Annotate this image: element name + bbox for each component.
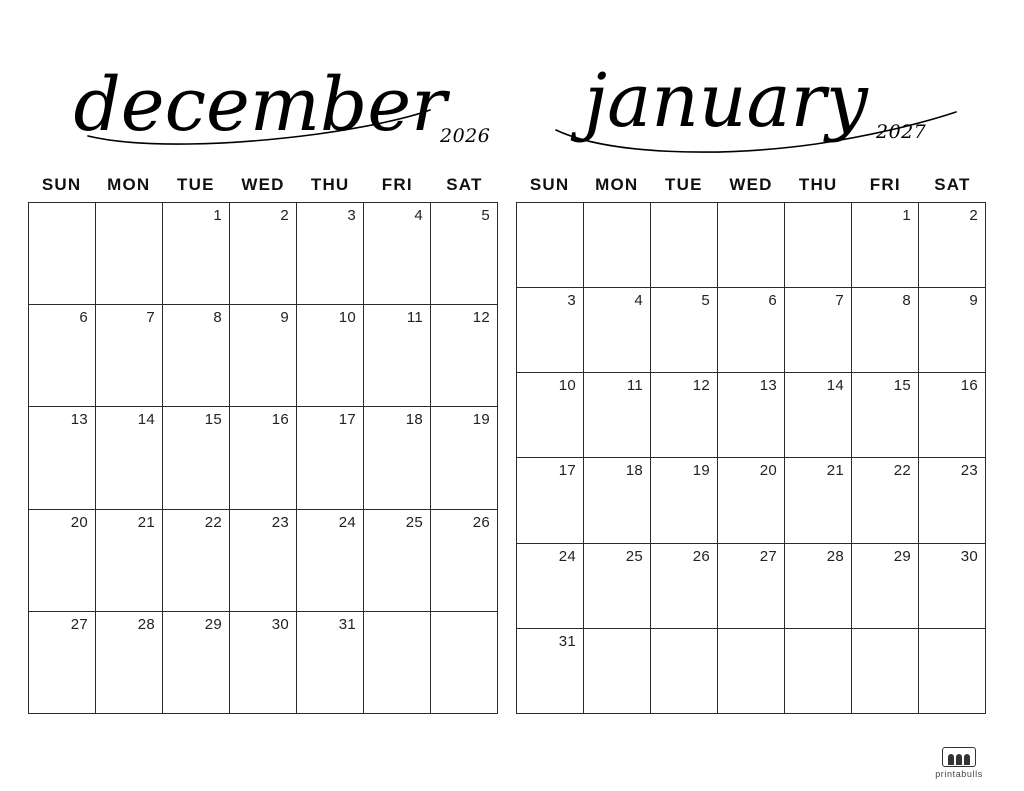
day-number: 21 (137, 513, 155, 531)
day-cell[interactable] (431, 612, 498, 714)
day-cell[interactable] (517, 288, 584, 373)
day-cell[interactable] (919, 373, 986, 458)
day-number: 20 (759, 462, 777, 480)
day-cell[interactable] (297, 305, 364, 407)
day-number: 6 (768, 292, 777, 310)
day-cell[interactable] (29, 407, 96, 509)
day-cell[interactable] (431, 305, 498, 407)
day-cell[interactable] (431, 510, 498, 612)
day-number: 9 (280, 309, 289, 327)
day-cell[interactable] (718, 458, 785, 543)
day-cell[interactable] (29, 510, 96, 612)
day-cell[interactable] (651, 458, 718, 543)
day-cell[interactable] (364, 510, 431, 612)
day-number: 5 (481, 207, 490, 224)
weekday-tue: TUE (665, 175, 703, 194)
day-cell[interactable] (163, 612, 230, 714)
day-cell[interactable] (651, 203, 718, 288)
day-number: 19 (472, 411, 490, 429)
day-number: 10 (338, 309, 356, 327)
day-number: 20 (70, 513, 88, 531)
day-cell[interactable] (919, 629, 986, 714)
day-number: 1 (902, 207, 911, 224)
weekday-sat: SAT (446, 175, 483, 194)
weekday-fri: FRI (381, 175, 413, 194)
day-cell[interactable] (230, 305, 297, 407)
day-cell[interactable] (431, 407, 498, 509)
weekday-wed: WED (729, 175, 773, 194)
day-cell[interactable] (96, 203, 163, 305)
weekday-sat: SAT (934, 175, 971, 194)
day-cell[interactable] (852, 288, 919, 373)
month-name-december: december (73, 62, 447, 148)
day-number: 25 (625, 547, 643, 565)
day-cell[interactable] (919, 458, 986, 543)
day-cell[interactable] (517, 544, 584, 629)
day-cell[interactable] (852, 373, 919, 458)
day-cell[interactable] (919, 544, 986, 629)
day-cell[interactable] (584, 373, 651, 458)
day-cell[interactable] (517, 373, 584, 458)
day-number: 8 (902, 292, 911, 310)
day-cell[interactable] (584, 544, 651, 629)
day-number: 9 (969, 292, 978, 310)
day-cell[interactable] (718, 373, 785, 458)
day-number: 17 (558, 462, 576, 480)
day-number: 3 (347, 207, 356, 224)
weekday-header-january (516, 168, 986, 202)
day-cell[interactable] (517, 458, 584, 543)
day-cell[interactable] (785, 629, 852, 714)
day-number: 2 (280, 207, 289, 224)
day-cell[interactable] (584, 203, 651, 288)
day-number: 22 (204, 513, 222, 531)
day-number: 4 (414, 207, 423, 224)
day-cell[interactable] (297, 510, 364, 612)
month-year-december: 2026 (440, 125, 491, 147)
day-number: 8 (213, 309, 222, 327)
day-cell[interactable] (785, 544, 852, 629)
day-number: 15 (204, 411, 222, 429)
day-number: 27 (759, 547, 777, 565)
day-cell[interactable] (584, 629, 651, 714)
day-cell[interactable] (29, 203, 96, 305)
day-cell[interactable] (96, 612, 163, 714)
day-number: 29 (893, 547, 911, 565)
brand-name: printabulls (935, 769, 983, 779)
day-cell[interactable] (163, 305, 230, 407)
weekday-thu: THU (798, 175, 838, 194)
day-cell[interactable] (364, 305, 431, 407)
day-number: 23 (960, 462, 978, 480)
day-number: 10 (558, 377, 576, 395)
day-number: 17 (338, 411, 356, 429)
day-cell[interactable] (919, 203, 986, 288)
day-number: 14 (137, 411, 155, 429)
weekday-wed: WED (241, 175, 285, 194)
day-cell[interactable] (584, 288, 651, 373)
day-number: 28 (137, 615, 155, 633)
day-number: 18 (625, 462, 643, 480)
day-number: 16 (271, 411, 289, 429)
day-number: 24 (338, 513, 356, 531)
day-number: 6 (79, 309, 88, 327)
day-number: 22 (893, 462, 911, 480)
day-number: 30 (271, 615, 289, 633)
weekday-thu: THU (310, 175, 350, 194)
day-number: 5 (701, 292, 710, 310)
day-number: 11 (406, 309, 423, 327)
day-cell[interactable] (230, 407, 297, 509)
day-cell[interactable] (163, 510, 230, 612)
day-number: 23 (271, 513, 289, 531)
day-number: 12 (472, 309, 490, 327)
month-name-january: january (584, 58, 868, 144)
day-number: 29 (204, 615, 222, 633)
day-cell[interactable] (163, 203, 230, 305)
day-number: 24 (558, 547, 576, 565)
day-cell[interactable] (364, 612, 431, 714)
day-cell[interactable] (785, 458, 852, 543)
weekday-header-december (28, 168, 498, 202)
day-cell[interactable] (517, 203, 584, 288)
day-cell[interactable] (517, 629, 584, 714)
weekday-fri: FRI (869, 175, 901, 194)
calendar-grid-january (516, 202, 986, 714)
day-number: 4 (634, 292, 643, 310)
day-number: 26 (692, 547, 710, 565)
day-cell[interactable] (852, 458, 919, 543)
weekday-mon: MON (107, 175, 151, 194)
day-cell[interactable] (919, 288, 986, 373)
day-number: 25 (405, 513, 423, 531)
day-cell[interactable] (297, 612, 364, 714)
day-number: 18 (405, 411, 423, 429)
day-cell[interactable] (785, 203, 852, 288)
day-cell[interactable] (364, 203, 431, 305)
day-cell[interactable] (651, 373, 718, 458)
day-cell[interactable] (718, 544, 785, 629)
day-cell[interactable] (230, 203, 297, 305)
weekday-sun: SUN (41, 175, 82, 194)
bull-logo-icon (942, 747, 976, 767)
day-number: 14 (826, 377, 844, 395)
day-cell[interactable] (96, 305, 163, 407)
month-year-january: 2027 (876, 121, 927, 143)
day-cell[interactable] (651, 629, 718, 714)
day-cell[interactable] (785, 373, 852, 458)
month-block-december (28, 18, 498, 791)
day-cell[interactable] (718, 203, 785, 288)
day-cell[interactable] (297, 203, 364, 305)
day-number: 12 (692, 377, 710, 395)
day-number: 21 (826, 462, 844, 480)
weekday-tue: TUE (177, 175, 215, 194)
day-number: 30 (960, 547, 978, 565)
day-cell[interactable] (29, 305, 96, 407)
month-title-december (28, 18, 498, 168)
day-cell[interactable] (852, 629, 919, 714)
day-number: 13 (70, 411, 88, 429)
day-number: 15 (893, 377, 911, 395)
day-cell[interactable] (230, 612, 297, 714)
day-number: 13 (759, 377, 777, 395)
day-cell[interactable] (96, 407, 163, 509)
weekday-sun: SUN (529, 175, 570, 194)
day-number: 7 (146, 309, 155, 327)
day-cell[interactable] (785, 288, 852, 373)
day-number: 11 (626, 377, 643, 395)
day-cell[interactable] (852, 544, 919, 629)
day-number: 1 (213, 207, 222, 224)
day-cell[interactable] (718, 288, 785, 373)
day-number: 28 (826, 547, 844, 565)
day-cell[interactable] (96, 510, 163, 612)
brand-footer (924, 747, 994, 779)
day-cell[interactable] (431, 203, 498, 305)
day-number: 3 (567, 292, 576, 310)
day-number: 27 (70, 615, 88, 633)
day-cell[interactable] (364, 407, 431, 509)
month-title-january (516, 18, 986, 168)
day-cell[interactable] (297, 407, 364, 509)
day-cell[interactable] (718, 629, 785, 714)
day-number: 2 (969, 207, 978, 224)
day-cell[interactable] (584, 458, 651, 543)
day-number: 7 (835, 292, 844, 310)
month-title-script-december (28, 18, 498, 168)
day-cell[interactable] (651, 544, 718, 629)
day-cell[interactable] (230, 510, 297, 612)
month-title-script-january (516, 18, 986, 168)
day-cell[interactable] (29, 612, 96, 714)
day-cell[interactable] (651, 288, 718, 373)
calendar-grid-december (28, 202, 498, 714)
day-number: 31 (338, 615, 356, 633)
month-block-january (516, 18, 986, 791)
day-number: 31 (558, 632, 576, 650)
day-cell[interactable] (163, 407, 230, 509)
day-number: 26 (472, 513, 490, 531)
day-number: 19 (692, 462, 710, 480)
day-number: 16 (960, 377, 978, 395)
weekday-mon: MON (595, 175, 639, 194)
day-cell[interactable] (852, 203, 919, 288)
